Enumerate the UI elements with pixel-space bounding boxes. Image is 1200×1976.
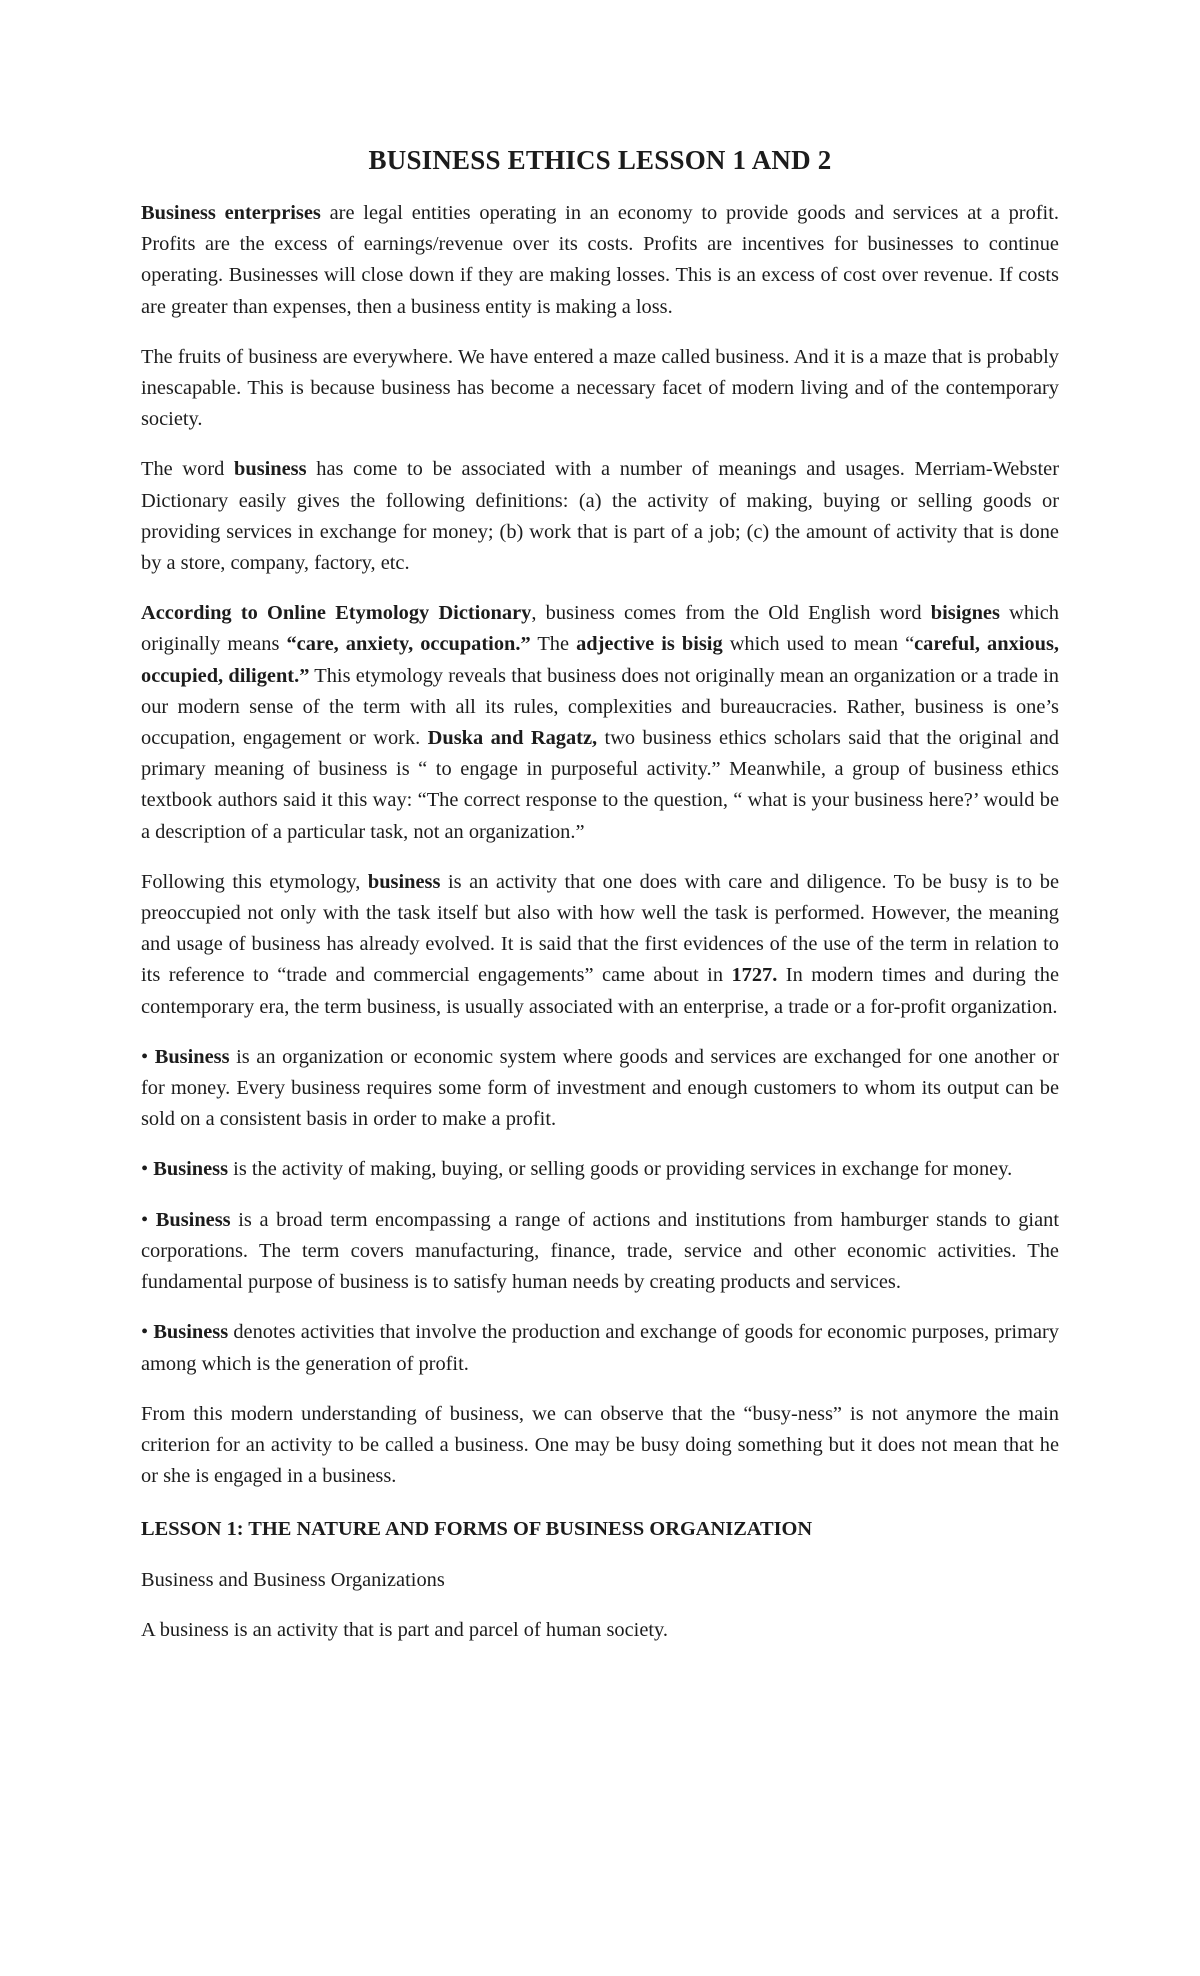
bullet-marker: • [141, 1321, 154, 1344]
paragraph-text: which used to mean “ [722, 633, 915, 656]
paragraph-text: The [530, 633, 577, 656]
paragraph-word-business [141, 454, 1059, 579]
bullet-item [141, 1154, 1059, 1185]
paragraph-following-etymology [141, 867, 1059, 1023]
paragraph-closing: From this modern understanding of business, we can observe that the “busy-ness” is not anymore the main criterion for an activity to be called a business. One may be busy doing something but it does not mean that he or she is engaged in a business. [141, 1402, 1059, 1488]
bold-term: Business [153, 1158, 229, 1181]
bold-term: Business [153, 1321, 229, 1344]
paragraph-text: which originally means [141, 602, 1059, 656]
bullet-text: is the activity of making, buying, or selling goods or providing services in exchange for money. [228, 1158, 1013, 1181]
paragraph-text: Following this etymology, [141, 870, 368, 893]
bullet-item [141, 1317, 1059, 1379]
bullet-item [141, 1205, 1059, 1299]
paragraph-text: The fruits of business are everywhere. We have entered a maze called business. And it is a maze that is probably inescapable. This is because business has become a necessary facet of modern living and of the contemporary society. [141, 345, 1059, 431]
bullet-marker: • [141, 1158, 154, 1181]
bold-term: Business enterprises [141, 202, 321, 224]
bold-term: adjective is bisig [576, 633, 723, 656]
bullet-text: is an organization or economic system where goods and services are exchanged for one another or for money. Every business requires some form of investment and enough customers to whom its output can be sold on a consistent basis in order to make a profit. [141, 1045, 1059, 1131]
paragraph-etymology [141, 598, 1059, 848]
bold-term: Business [154, 1045, 230, 1068]
bold-term: business [234, 458, 307, 481]
paragraph-text: , business comes from the Old English word [531, 602, 931, 625]
page-title: BUSINESS ETHICS LESSON 1 AND 2 [368, 145, 832, 175]
paragraph-text: This etymology reveals that business does not originally mean an organization or a trade in our modern sense of the term with all its rules, complexities and bureaucracies. Rather, business is one’s occupation, engagement or work. [141, 664, 1059, 750]
paragraph-fruits-of-business [141, 342, 1059, 436]
paragraph-text: are legal entities operating in an economy to provide goods and services at a profit. Profits are the excess of earnings/revenue over its costs. Profits are incentives for businesses to continue operating. Businesses will close down if they are making losses. This is an excess of cost over revenue. If costs are greater than expenses, then a business entity is making a loss. [141, 202, 1059, 318]
bold-term: According to Online Etymology Dictionary [141, 602, 532, 625]
paragraph-text: In modern times and during the contemporary era, the term business, is usually associated with an enterprise, a trade or a for-profit organization. [141, 964, 1059, 1018]
document-body [141, 198, 1059, 1665]
bullet-text: is a broad term encompassing a range of actions and institutions from hamburger stands to giant corporations. The term covers manufacturing, finance, trade, service and other economic activities. The fundamental purpose of business is to satisfy human needs by creating products and services. [141, 1208, 1059, 1294]
bold-term: careful, anxious, occupied, diligent.” [141, 633, 1059, 687]
bold-term: Business [155, 1208, 231, 1231]
bullet-marker: • [141, 1208, 156, 1231]
bullet-item [141, 1042, 1059, 1136]
bold-term: 1727. [731, 964, 778, 987]
bold-term: “care, anxiety, occupation.” [286, 633, 531, 656]
bold-term: bisignes [930, 602, 1000, 625]
paragraph-last-line: A business is an activity that is part and parcel of human society. [141, 1618, 669, 1641]
paragraph-text: is an activity that one does with care and diligence. To be busy is to be preoccupied not only with the task itself but also with how well the task is performed. However, the meaning and usage of business has already evolved. It is said that the first evidences of the use of the term in relation to its reference to “trade and commercial engagements” came about in [141, 870, 1059, 987]
paragraph-text: has come to be associated with a number of meanings and usages. Merriam-Webster Dictionary easily gives the following definitions: (a) the activity of making, buying or selling goods or providing services in exchange for money; (b) work that is part of a job; (c) the amount of activity that is done by a store, company, factory, etc. [141, 458, 1059, 575]
section-subheading: Business and Business Organizations [141, 1568, 445, 1591]
bullet-marker: • [141, 1045, 155, 1068]
bold-term: Duska and Ragatz, [427, 727, 598, 750]
lesson-heading: LESSON 1: THE NATURE AND FORMS OF BUSINESS ORGANIZATION [141, 1518, 813, 1541]
paragraph-text: The word [141, 458, 235, 481]
paragraph-business-enterprises [141, 198, 1059, 323]
bullet-text: denotes activities that involve the production and exchange of goods for economic purposes, primary among which is the generation of profit. [141, 1321, 1059, 1375]
paragraph-text: two business ethics scholars said that the original and primary meaning of business is “ to engage in purposeful activity.” Meanwhile, a group of business ethics textbook authors said it this way: “The correct response to the question, “ what is your business here?’ would be a description of a particular task, not an organization.” [141, 727, 1059, 843]
bold-term: business [367, 870, 441, 893]
